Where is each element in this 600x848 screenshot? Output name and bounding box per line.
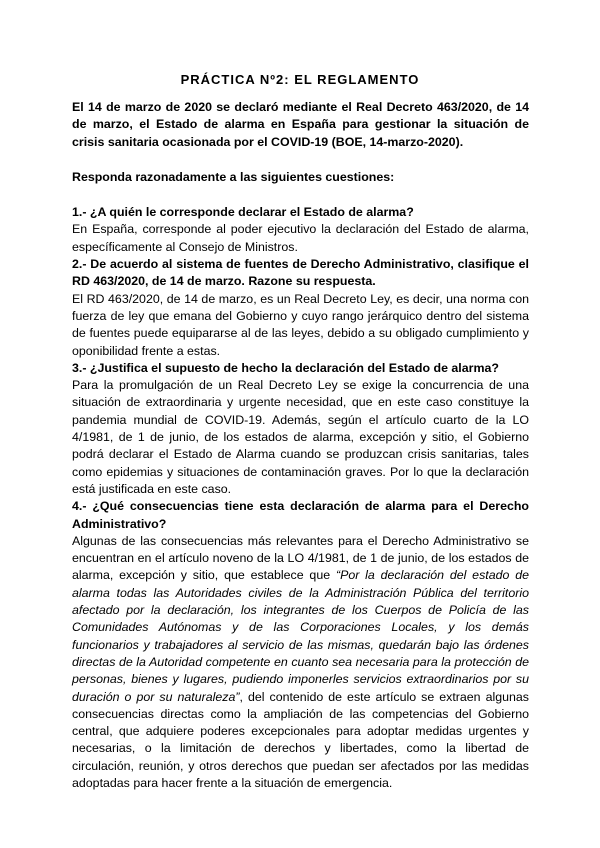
answer-2: El RD 463/2020, de 14 de marzo, es un Real Decreto Ley, es decir, una norma con fuerza de ley que emana del Gobierno y cuyo rango jerárquico dentro del sistema de fuentes puede equipararse al de las leyes, debido a su obligado cumplimiento y oponibilidad frente a estas. (72, 291, 529, 358)
answer-4 (72, 533, 529, 792)
question-2: 2.- De acuerdo al sistema de fuentes de Derecho Administrativo, clasifique el RD 463/2020, de 14 de marzo. Razone su respuesta. (72, 257, 529, 289)
question-4: 4.- ¿Qué consecuencias tiene esta declaración de alarma para el Derecho Administrativo? (72, 499, 529, 531)
answer-4-intro: Algunas de las consecuencias más relevantes para el Derecho Administrativo se encuentran en el artículo noveno de la LO 4/1981, de 1 de junio, de los estados de alarma, excepción y sitio, que establece que (72, 533, 529, 583)
document-body (72, 99, 529, 792)
question-3: 3.- ¿Justifica el supuesto de hecho la declaración del Estado de alarma? (72, 360, 499, 375)
document-title: PRÁCTICA Nº2: EL REGLAMENTO (180, 72, 420, 87)
answer-3: Para la promulgación de un Real Decreto Ley se exige la concurrencia de una situación de extraordinaria y urgente necesidad, que en este caso constituye la pandemia mundial de COVID-19. Además, según el artículo cuarto de la LO 4/1981, de 1 de junio, de los estados de alarma, excepción y sitio, el Gobierno podrá declarar el Estado de Alarma cuando se produzcan crisis sanitarias, tales como epidemias y situaciones de contaminación graves. Por lo que la declaración está justificada en este caso. (72, 378, 529, 496)
answer-4-quote: “Por la declaración del estado de alarma todas las Autoridades civiles de la Administración Pública del territorio afectado por la declaración, los integrantes de los Cuerpos de Policía de las Comunidades Autónomas y de las Corporaciones Locales, y los demás funcionarios y trabajadores al servicio de las mismas, quedarán bajo las órdenes directas de la Autoridad competente en cuanto sea necesaria para la protección de personas, bienes y lugares, pudiendo imponerles servicios extraordinarios por su duración o por su naturaleza” (72, 568, 529, 704)
instructions-text: Responda razonadamente a las siguientes cuestiones: (72, 169, 395, 184)
answer-1: En España, corresponde al poder ejecutivo la declaración del Estado de alarma, específicamente al Consejo de Ministros. (72, 222, 529, 254)
intro-paragraph: El 14 de marzo de 2020 se declaró mediante el Real Decreto 463/2020, de 14 de marzo, el Estado de alarma en España para gestionar la situación de crisis sanitaria ocasionada por el COVID-19 (BOE, 14-marzo-2020). (72, 100, 529, 149)
answer-4-conclusion: , del contenido de este artículo se extraen algunas consecuencias directas como la ampliación de las competencias del Gobierno central, que adquiere poderes excepcionales para adoptar medidas urgentes y necesarias, o la limitación de derechos y libertades, como la libertad de circulación, reunión, y otros derechos que puedan ser afectados por las medidas adoptadas para hacer frente a la situación de emergencia. (72, 689, 529, 790)
question-1: 1.- ¿A quién le corresponde declarar el Estado de alarma? (72, 205, 414, 220)
